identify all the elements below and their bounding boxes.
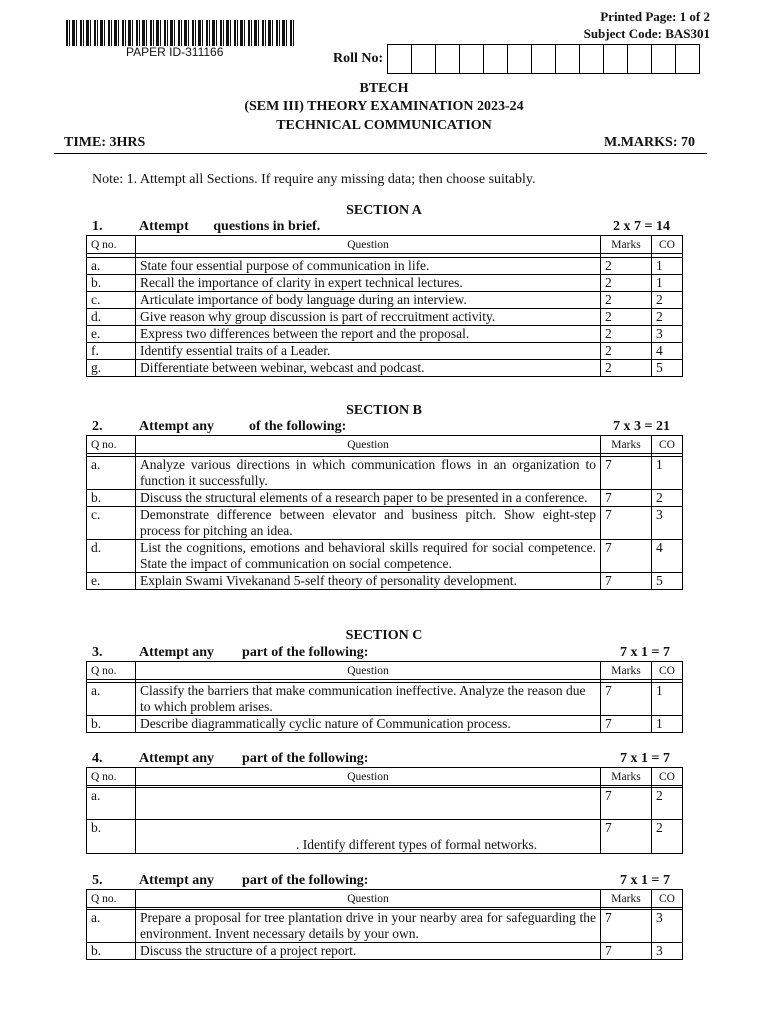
row-question: Discuss the structural elements of a research paper to be presented in a conference.: [136, 490, 601, 507]
header-co: CO: [652, 890, 683, 908]
row-marks: 7: [601, 716, 652, 733]
subject-code: Subject Code: BAS301: [583, 26, 710, 41]
row-marks: 2: [601, 309, 652, 326]
question-heading: [92, 873, 670, 890]
roll-box[interactable]: [676, 45, 699, 73]
row-qno: e.: [87, 573, 136, 590]
row-marks: 7: [601, 540, 652, 573]
table-row: [87, 788, 683, 820]
row-marks: 2: [601, 343, 652, 360]
question-table: [86, 435, 683, 590]
row-qno: d.: [87, 309, 136, 326]
row-co: 2: [652, 309, 683, 326]
header-question: Question: [136, 890, 601, 908]
header-co: CO: [652, 662, 683, 680]
row-marks: 7: [601, 490, 652, 507]
row-marks: 2: [601, 275, 652, 292]
question-marks: 2 x 7 = 14: [613, 219, 670, 234]
row-question: Recall the importance of clarity in expert technical lectures.: [136, 275, 601, 292]
row-co: 1: [652, 457, 683, 490]
question-instruction: Attempt any part of the following:: [139, 751, 369, 766]
table-row: [87, 716, 683, 733]
question-instruction: Attempt any of the following:: [139, 419, 347, 434]
subject-title: TECHNICAL COMMUNICATION: [276, 118, 492, 133]
row-qno: e.: [87, 326, 136, 343]
max-marks-label: M.MARKS: 70: [604, 135, 695, 150]
printed-page: Printed Page: 1 of 2: [600, 9, 710, 24]
row-co: 1: [652, 258, 683, 275]
question-table: [86, 889, 683, 960]
table-row: [87, 540, 683, 573]
row-question: State four essential purpose of communication in life.: [136, 258, 601, 275]
table-row: [87, 326, 683, 343]
row-question: Prepare a proposal for tree plantation drive in your nearby area for safeguarding the environment. Invent necessary details by your own.: [136, 910, 601, 943]
row-qno: a.: [87, 683, 136, 716]
time-marks-bar: [54, 135, 707, 154]
row-marks: 2: [601, 292, 652, 309]
table-row: [87, 275, 683, 292]
row-marks: 7: [601, 788, 652, 820]
row-qno: a.: [87, 258, 136, 275]
header-question: Question: [136, 236, 601, 254]
row-qno: c.: [87, 292, 136, 309]
header-qno: Q no.: [87, 768, 136, 786]
roll-box[interactable]: [628, 45, 652, 73]
row-qno: g.: [87, 360, 136, 377]
roll-label: Roll No:: [333, 51, 384, 66]
row-question: Express two differences between the report and the proposal.: [136, 326, 601, 343]
header-question: Question: [136, 436, 601, 454]
row-question: Classify the barriers that make communication ineffective. Analyze the reason due to which problem arises.: [136, 683, 601, 716]
row-co: 2: [652, 788, 683, 820]
row-co: 2: [652, 292, 683, 309]
row-marks: 2: [601, 326, 652, 343]
table-header-row: [87, 236, 683, 254]
question-marks: 7 x 1 = 7: [620, 873, 670, 888]
row-question: Explain Swami Vivekanand 5-self theory of personality development.: [136, 573, 601, 590]
question-marks: 7 x 1 = 7: [620, 751, 670, 766]
row-qno: b.: [87, 490, 136, 507]
row-qno: b.: [87, 943, 136, 960]
question-table: [86, 767, 683, 854]
table-row: [87, 910, 683, 943]
row-qno: f.: [87, 343, 136, 360]
roll-box[interactable]: [460, 45, 484, 73]
roll-box[interactable]: [388, 45, 412, 73]
row-marks: 7: [601, 683, 652, 716]
row-qno: b.: [87, 820, 136, 854]
header-marks: Marks: [601, 436, 652, 454]
header-co: CO: [652, 436, 683, 454]
question-number: 5.: [92, 873, 103, 888]
table-row: [87, 507, 683, 540]
barcode: [66, 20, 296, 46]
row-co: 3: [652, 326, 683, 343]
row-co: 5: [652, 573, 683, 590]
row-marks: 7: [601, 573, 652, 590]
row-marks: 2: [601, 360, 652, 377]
row-question: Articulate importance of body language during an interview.: [136, 292, 601, 309]
roll-box[interactable]: [556, 45, 580, 73]
row-marks: 7: [601, 943, 652, 960]
row-question: Identify essential traits of a Leader.: [136, 343, 601, 360]
section-title: SECTION A: [346, 203, 422, 218]
table-header-row: [87, 436, 683, 454]
question-number: 3.: [92, 645, 103, 660]
course-title: BTECH: [359, 81, 409, 96]
roll-box[interactable]: [412, 45, 436, 73]
header-marks: Marks: [601, 236, 652, 254]
header-question: Question: [136, 662, 601, 680]
row-co: 2: [652, 490, 683, 507]
roll-number-boxes[interactable]: [387, 44, 700, 74]
header-qno: Q no.: [87, 236, 136, 254]
header-marks: Marks: [601, 890, 652, 908]
table-row: [87, 820, 683, 854]
header-marks: Marks: [601, 768, 652, 786]
roll-box[interactable]: [532, 45, 556, 73]
table-header-row: [87, 768, 683, 786]
row-qno: a.: [87, 457, 136, 490]
row-qno: c.: [87, 507, 136, 540]
question-number: 4.: [92, 751, 103, 766]
row-co: 1: [652, 275, 683, 292]
row-marks: 7: [601, 507, 652, 540]
table-row: [87, 490, 683, 507]
row-marks: 7: [601, 820, 652, 854]
row-marks: 2: [601, 258, 652, 275]
question-table: [86, 661, 683, 733]
row-question: List the cognitions, emotions and behavioral skills required for social competence. State the impact of communication on social competence.: [136, 540, 601, 573]
row-co: 4: [652, 540, 683, 573]
header-marks: Marks: [601, 662, 652, 680]
header-co: CO: [652, 768, 683, 786]
question-heading: [92, 219, 670, 236]
row-co: 3: [652, 507, 683, 540]
table-row: [87, 683, 683, 716]
row-marks: 7: [601, 910, 652, 943]
row-qno: b.: [87, 275, 136, 292]
table-row: [87, 343, 683, 360]
table-row: [87, 292, 683, 309]
table-row: [87, 457, 683, 490]
question-heading: [92, 645, 670, 662]
question-instruction: Attempt any part of the following:: [139, 873, 369, 888]
question-marks: 7 x 3 = 21: [613, 419, 670, 434]
row-question: . Identify different types of formal networks.: [136, 820, 601, 854]
header-qno: Q no.: [87, 662, 136, 680]
printed-info: [584, 8, 710, 42]
time-label: TIME: 3HRS: [64, 135, 146, 150]
question-marks: 7 x 1 = 7: [620, 645, 670, 660]
roll-box[interactable]: [604, 45, 628, 73]
roll-box[interactable]: [652, 45, 676, 73]
paper-id: PAPER ID-311166: [126, 45, 224, 59]
exam-title: (SEM III) THEORY EXAMINATION 2023-24: [244, 99, 524, 114]
table-row: [87, 943, 683, 960]
row-qno: a.: [87, 788, 136, 820]
row-co: 2: [652, 820, 683, 854]
row-co: 4: [652, 343, 683, 360]
table-row: [87, 309, 683, 326]
row-question: Discuss the structure of a project report.: [136, 943, 601, 960]
note-text: Note: 1. Attempt all Sections. If require any missing data; then choose suitably.: [92, 172, 536, 187]
row-question: Describe diagrammatically cyclic nature of Communication process.: [136, 716, 601, 733]
roll-box[interactable]: [436, 45, 460, 73]
row-co: 3: [652, 910, 683, 943]
row-question: Differentiate between webinar, webcast and podcast.: [136, 360, 601, 377]
row-qno: a.: [87, 910, 136, 943]
section-title: SECTION C: [345, 628, 423, 643]
header-co: CO: [652, 236, 683, 254]
row-qno: b.: [87, 716, 136, 733]
question-instruction: Attempt questions in brief.: [139, 219, 321, 234]
table-header-row: [87, 662, 683, 680]
row-question: Give reason why group discussion is part of reccruitment activity.: [136, 309, 601, 326]
row-qno: d.: [87, 540, 136, 573]
table-row: [87, 258, 683, 275]
question-table: [86, 235, 683, 377]
question-instruction: Attempt any part of the following:: [139, 645, 369, 660]
row-question: [136, 788, 601, 820]
row-co: 1: [652, 716, 683, 733]
roll-number-row: [333, 44, 700, 74]
row-co: 3: [652, 943, 683, 960]
row-marks: 7: [601, 457, 652, 490]
roll-box[interactable]: [508, 45, 532, 73]
header-qno: Q no.: [87, 436, 136, 454]
question-heading: [92, 751, 670, 768]
row-question: Analyze various directions in which communication flows in an organization to function it successfully.: [136, 457, 601, 490]
question-number: 2.: [92, 419, 103, 434]
question-heading: [92, 419, 670, 436]
header-qno: Q no.: [87, 890, 136, 908]
table-row: [87, 360, 683, 377]
header-question: Question: [136, 768, 601, 786]
row-co: 1: [652, 683, 683, 716]
table-row: [87, 573, 683, 590]
roll-box[interactable]: [580, 45, 604, 73]
section-title: SECTION B: [346, 403, 422, 418]
roll-box[interactable]: [484, 45, 508, 73]
question-number: 1.: [92, 219, 103, 234]
row-co: 5: [652, 360, 683, 377]
row-question: Demonstrate difference between elevator and business pitch. Show eight-step process for pitching an idea.: [136, 507, 601, 540]
table-header-row: [87, 890, 683, 908]
